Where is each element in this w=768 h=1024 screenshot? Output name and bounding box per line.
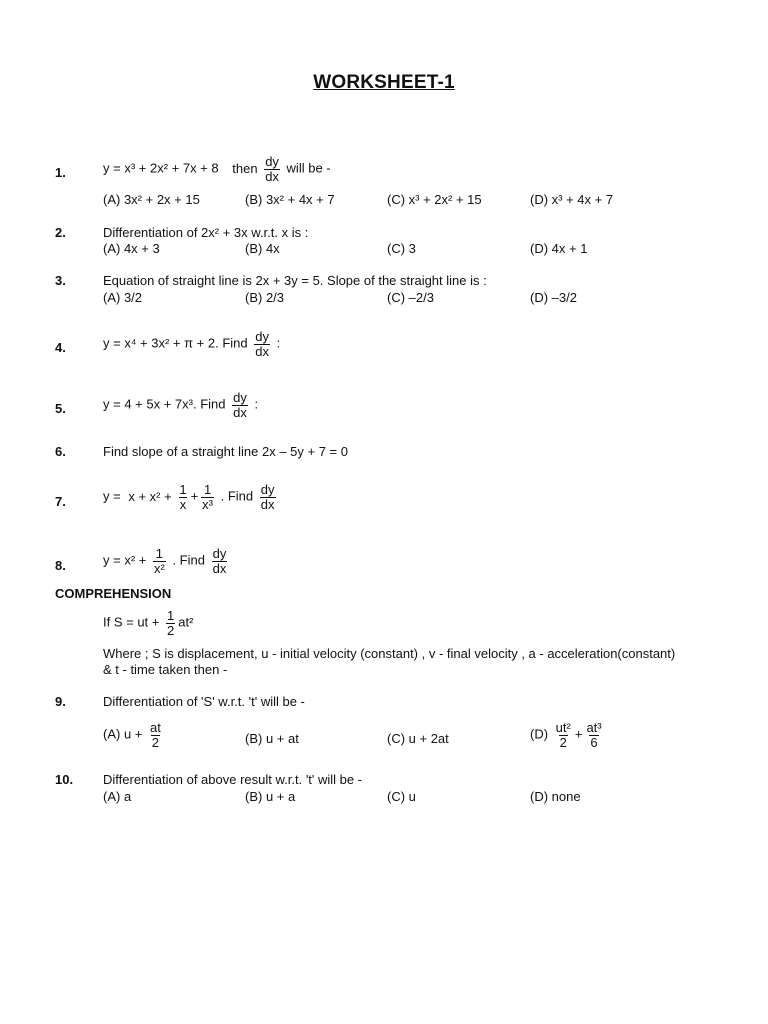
question-7-text [103, 483, 279, 511]
fraction-denominator: x² [153, 560, 165, 576]
question-1-text [103, 155, 331, 183]
question-8-equation: y = x² + [103, 552, 147, 568]
question-9-option-c: (C) u + 2at [387, 731, 449, 746]
question-4-equation: y = x⁴ + 3x² + π + 2. Find [103, 335, 248, 351]
fraction-denominator: 2 [151, 734, 160, 750]
plus-sign: + [190, 488, 199, 504]
dy-dx-fraction [260, 483, 276, 511]
question-2-number: 2. [55, 225, 66, 240]
comprehension-heading: COMPREHENSION [55, 586, 172, 601]
question-1-number: 1. [55, 165, 66, 180]
question-3-number: 3. [55, 273, 66, 288]
fraction-numerator: 1 [203, 482, 212, 497]
question-1-option-d: (D) x³ + 4x + 7 [530, 192, 614, 207]
question-5-text [103, 391, 258, 419]
fraction-numerator: dy [265, 154, 279, 169]
worksheet-title: WORKSHEET-1 [313, 72, 455, 93]
question-2-option-c: (C) 3 [387, 241, 416, 256]
question-3-option-c: (C) –2/3 [387, 290, 434, 305]
formula-start: If S = ut + [103, 614, 160, 630]
fraction-denominator: dx [255, 343, 269, 359]
fraction-denominator: x³ [202, 496, 213, 512]
fraction-denominator: 2 [167, 622, 175, 638]
fraction-denominator: x [179, 496, 187, 512]
question-7-terms: x + x² + [128, 488, 172, 504]
question-9-text: Differentiation of 'S' w.r.t. 't' will be - [103, 694, 305, 709]
question-7-y: y = [103, 488, 121, 504]
dy-dx-fraction [254, 330, 270, 358]
option-d-label: (D) [530, 726, 549, 742]
question-4-number: 4. [55, 340, 66, 355]
fraction-numerator: dy [255, 329, 269, 344]
question-8-number: 8. [55, 558, 66, 573]
fraction-denominator: dx [265, 168, 279, 184]
question-9-option-d [530, 721, 606, 749]
question-1-tail: will be - [286, 160, 331, 176]
comprehension-line-2: & t - time taken then - [103, 662, 228, 677]
fraction-denominator: 6 [590, 734, 598, 750]
option-a-text: (A) u + [103, 726, 143, 742]
question-4-text [103, 330, 280, 358]
question-8-text [103, 547, 230, 575]
dy-dx-fraction [264, 155, 280, 183]
fraction-denominator: dx [260, 496, 275, 512]
question-9-option-b: (B) u + at [245, 731, 299, 746]
question-5-number: 5. [55, 401, 66, 416]
fraction-one-over-x-cubed [201, 483, 214, 511]
fraction-numerator: at [150, 720, 161, 735]
question-1-option-c: (C) x³ + 2x² + 15 [387, 192, 482, 207]
fraction-denominator: dx [233, 404, 247, 420]
question-10-number: 10. [55, 772, 74, 787]
question-1-option-a: (A) 3x² + 2x + 15 [103, 192, 200, 207]
question-6-text: Find slope of a straight line 2x – 5y + 7 = 0 [103, 444, 348, 459]
question-8-find: . Find [172, 552, 205, 568]
fraction-at3-over-6 [585, 721, 602, 749]
fraction-numerator: 1 [179, 482, 187, 497]
question-2-option-b: (B) 4x [245, 241, 280, 256]
question-2-option-a: (A) 4x + 3 [103, 241, 160, 256]
fraction-at-over-2 [149, 721, 162, 749]
question-10-option-b: (B) u + a [245, 789, 296, 804]
fraction-numerator: at³ [586, 720, 602, 735]
fraction-one-over-x-squared [153, 547, 166, 575]
fraction-numerator: dy [260, 482, 275, 497]
question-1-option-b: (B) 3x² + 4x + 7 [245, 192, 335, 207]
question-2-option-d: (D) 4x + 1 [530, 241, 588, 256]
dy-dx-fraction [212, 547, 228, 575]
formula-end: at² [178, 614, 194, 630]
question-7-find: . Find [220, 488, 254, 504]
fraction-numerator: 1 [155, 546, 164, 561]
question-3-text: Equation of straight line is 2x + 3y = 5. Slope of the straight line is : [103, 273, 487, 288]
fraction-numerator: ut² [555, 720, 571, 735]
question-9-number: 9. [55, 694, 66, 709]
fraction-ut2-over-2 [555, 721, 572, 749]
fraction-denominator: 2 [559, 734, 567, 750]
question-5-equation: y = 4 + 5x + 7x³. Find [103, 396, 226, 412]
question-1-then: then [232, 160, 258, 176]
fraction-numerator: dy [233, 390, 247, 405]
question-1-equation: y = x³ + 2x² + 7x + 8 [103, 160, 219, 176]
fraction-one-half [166, 609, 175, 637]
dy-dx-fraction [232, 391, 248, 419]
question-3-option-d: (D) –3/2 [530, 290, 577, 305]
question-4-colon: : [276, 335, 281, 351]
question-7-number: 7. [55, 494, 66, 509]
comprehension-line-1: Where ; S is displacement, u - initial velocity (constant) , v - final velocity , a - acceleration(constant) [103, 646, 676, 661]
comprehension-formula [103, 609, 193, 637]
plus-sign: + [574, 726, 583, 742]
question-9-option-a [103, 721, 165, 749]
question-10-text: Differentiation of above result w.r.t. 't' will be - [103, 772, 363, 787]
question-10-option-c: (C) u [387, 789, 416, 804]
question-2-text: Differentiation of 2x² + 3x w.r.t. x is : [103, 225, 309, 240]
fraction-numerator: dy [212, 546, 227, 561]
question-10-option-a: (A) a [103, 789, 132, 804]
question-3-option-a: (A) 3/2 [103, 290, 143, 305]
fraction-numerator: 1 [167, 608, 175, 623]
question-5-colon: : [254, 396, 259, 412]
question-6-number: 6. [55, 444, 66, 459]
question-3-option-b: (B) 2/3 [245, 290, 285, 305]
question-10-option-d: (D) none [530, 789, 581, 804]
fraction-one-over-x [178, 483, 187, 511]
fraction-denominator: dx [212, 560, 227, 576]
